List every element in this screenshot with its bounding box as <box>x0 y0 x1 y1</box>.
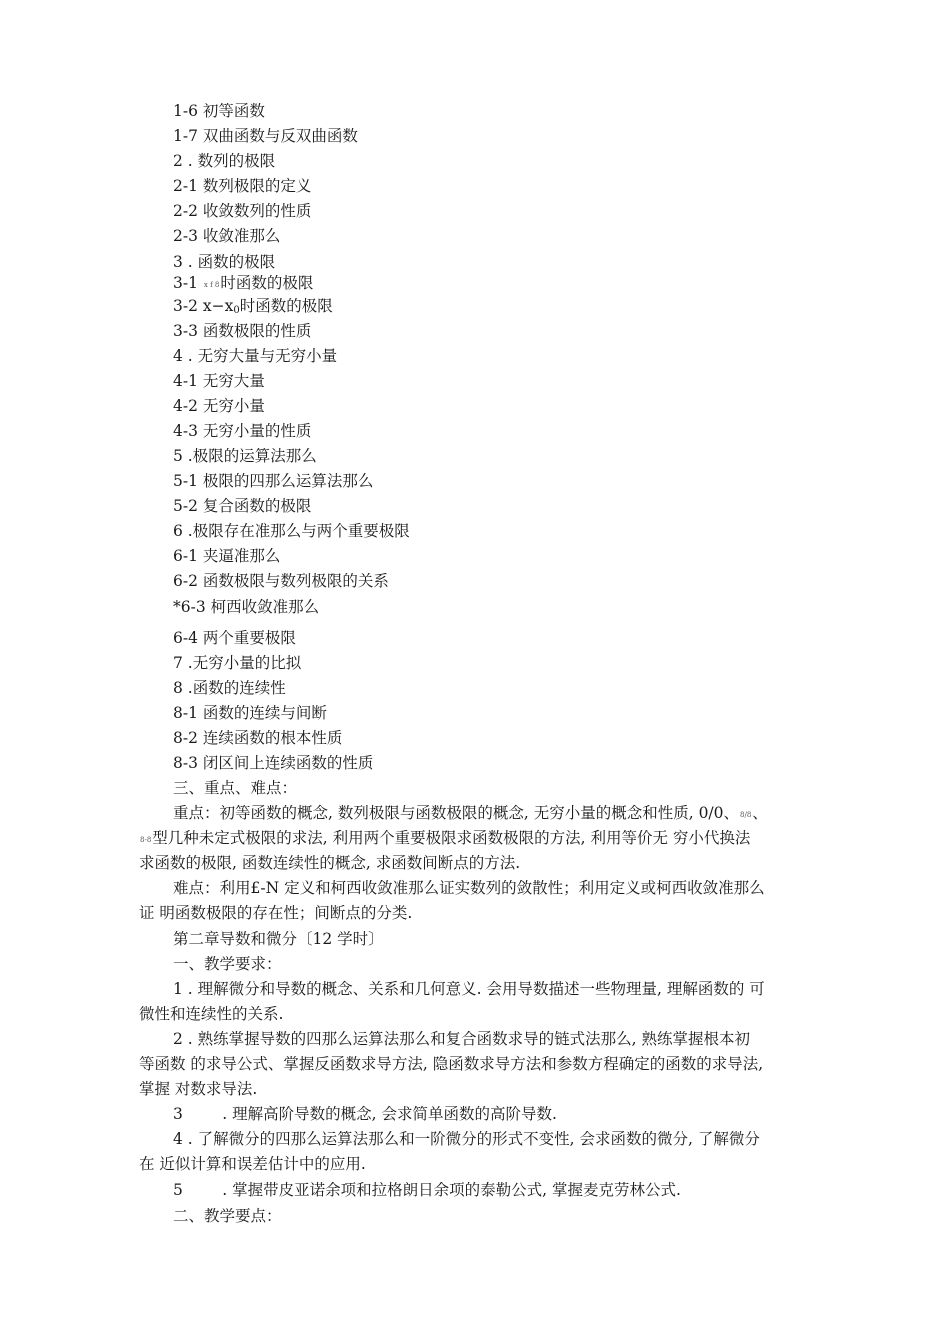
toc-item: 4-3 无穷小量的性质 <box>173 422 312 440</box>
toc-item: 6-1 夹逼准那么 <box>173 547 281 565</box>
requirement-line: 1 . 理解微分和导数的概念、关系和几何意义. 会用导数描述一些物理量, 理解函数的 可 <box>173 980 765 998</box>
toc-item: 5 .极限的运算法那么 <box>173 447 317 465</box>
section-heading: 三、重点、难点： <box>173 779 298 797</box>
toc-item: *6-3 柯西收敛准那么 <box>173 598 320 616</box>
toc-item <box>173 273 313 295</box>
difficulties-line: 证 明函数极限的存在性；间断点的分类. <box>139 904 413 922</box>
toc-item-subscript: 0 <box>233 305 240 316</box>
requirement-line: 掌握 对数求导法. <box>139 1080 258 1098</box>
toc-item: 2-2 收敛数列的性质 <box>173 202 312 220</box>
toc-item: 8 .函数的连续性 <box>173 679 286 697</box>
toc-item: 4 . 无穷大量与无穷小量 <box>173 347 338 365</box>
toc-item: 8-3 闭区间上连续函数的性质 <box>173 754 374 772</box>
key-points-text: 重点：初等函数的概念, 数列极限与函数极限的概念, 无穷小量的概念和性质, 0/0、 <box>173 804 740 822</box>
toc-item: 2-1 数列极限的定义 <box>173 177 312 195</box>
difficulties-line: 难点：利用£-N 定义和柯西收敛准那么证实数列的敛散性；利用定义或柯西收敛准那么 <box>173 879 765 897</box>
toc-item-small-symbol: x f 8 <box>203 281 220 289</box>
key-points-line: 求函数的极限, 函数连续性的概念, 求函数间断点的方法. <box>139 854 521 872</box>
section-heading: 二、教学要点： <box>173 1207 282 1225</box>
toc-item: 7 .无穷小量的比拟 <box>173 654 302 672</box>
requirement-line: 2 . 熟练掌握导数的四那么运算法那么和复合函数求导的链式法那么, 熟练掌握根本初 <box>173 1030 750 1048</box>
requirement-line: 5 . 掌握带皮亚诺余项和拉格朗日余项的泰勒公式, 掌握麦克劳林公式. <box>173 1181 681 1199</box>
small-symbol: 8/8 <box>740 811 752 819</box>
toc-item: 8-2 连续函数的根本性质 <box>173 729 343 747</box>
requirement-line: 等函数 的求导公式、掌握反函数求导方法, 隐函数求导方法和参数方程确定的函数的求导法, <box>139 1055 764 1073</box>
toc-item-prefix: 3-2 x−x <box>173 297 234 315</box>
toc-item-suffix: 时函数的极限 <box>239 297 333 315</box>
toc-item: 3-3 函数极限的性质 <box>173 322 312 340</box>
toc-item: 6 .极限存在准那么与两个重要极限 <box>173 522 410 540</box>
toc-item: 4-2 无穷小量 <box>173 397 265 415</box>
toc-item: 2 . 数列的极限 <box>173 152 276 170</box>
toc-item: 2-3 收敛准那么 <box>173 227 281 245</box>
toc-item: 3 . 函数的极限 <box>173 253 276 271</box>
toc-item-suffix: 时函数的极限 <box>220 274 314 292</box>
requirement-line: 3 . 理解高阶导数的概念, 会求简单函数的高阶导数. <box>173 1105 557 1123</box>
toc-item: 8-1 函数的连续与间断 <box>173 704 327 722</box>
toc-item: 5-2 复合函数的极限 <box>173 497 312 515</box>
toc-item <box>173 296 333 321</box>
key-points-text: 型几种未定式极限的求法, 利用两个重要极限求函数极限的方法, 利用等价无 穷小代换法 <box>152 829 751 847</box>
toc-item: 5-1 极限的四那么运算法那么 <box>173 472 374 490</box>
toc-item: 4-1 无穷大量 <box>173 372 265 390</box>
toc-item: 1-6 初等函数 <box>173 102 265 120</box>
chapter-title: 第二章导数和微分〔12 学时〕 <box>173 930 384 948</box>
requirement-line: 微性和连续性的关系. <box>139 1005 284 1023</box>
toc-item: 6-4 两个重要极限 <box>173 629 296 647</box>
requirement-line: 在 近似计算和误差估计中的应用. <box>139 1155 366 1173</box>
toc-item: 6-2 函数极限与数列极限的关系 <box>173 572 389 590</box>
key-points-line <box>139 828 750 850</box>
toc-item-prefix: 3-1 <box>173 274 203 292</box>
key-points-line <box>173 803 768 825</box>
toc-item: 1-7 双曲函数与反双曲函数 <box>173 127 358 145</box>
small-symbol: 8-8 <box>140 836 152 844</box>
requirement-line: 4 . 了解微分的四那么运算法那么和一阶微分的形式不变性, 会求函数的微分, 了解微分 <box>173 1130 760 1148</box>
section-heading: 一、教学要求： <box>173 955 282 973</box>
key-points-text: 、 <box>752 804 768 822</box>
